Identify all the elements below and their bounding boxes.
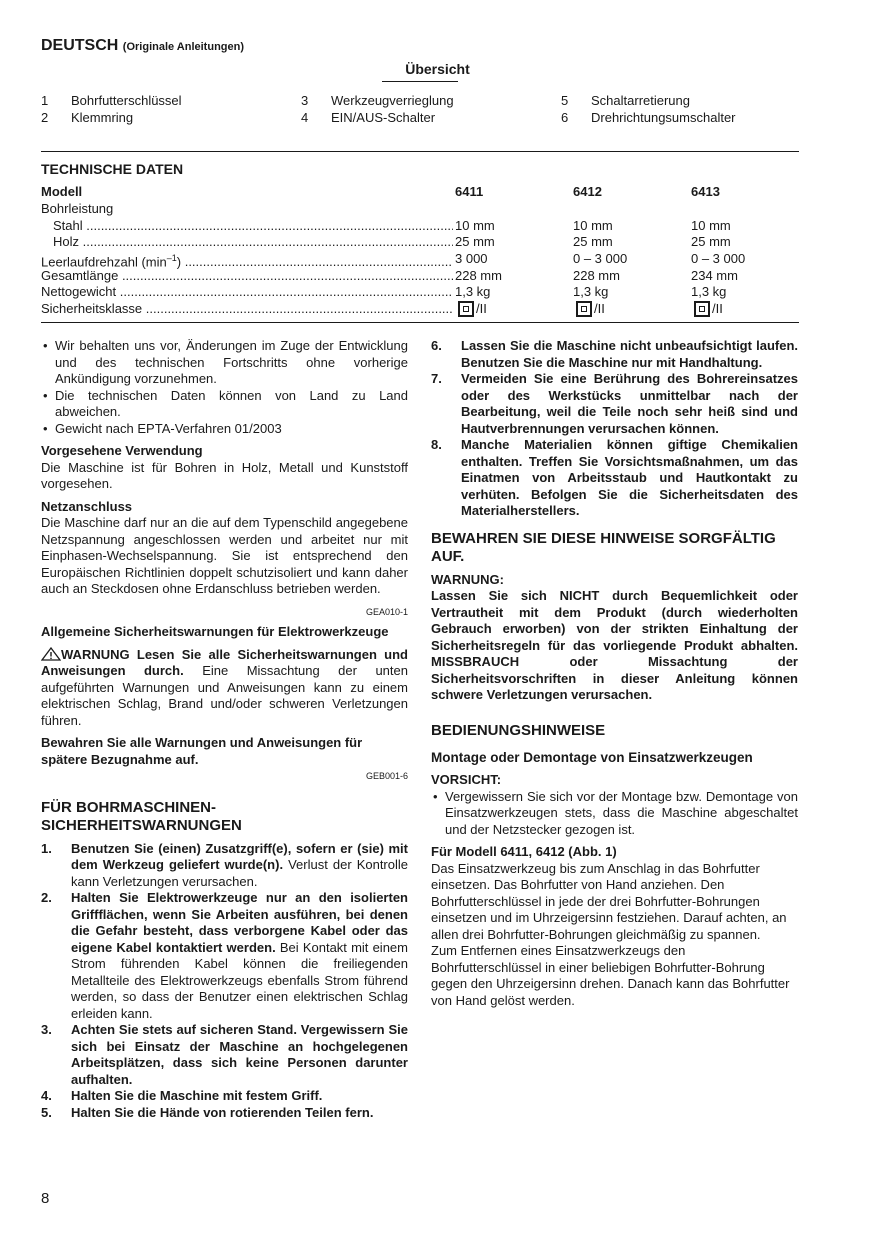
- item-number: 7.: [431, 371, 442, 386]
- note-bullet: • Wir behalten uns vor, Änderungen im Zuge der Entwicklung und des technischen Fortschritts ohne vorherige Ankündigung vorzunehmen.: [41, 338, 408, 388]
- specs-row-label: [41, 233, 453, 250]
- specs-group-label: Bohrleistung: [41, 201, 114, 216]
- specs-value: 25 mm: [691, 234, 731, 249]
- general-warning-text: Eine Missachtung der unten aufgeführten Warnungen und Anweisungen kann zu einem elektrischen Schlag, Brand und/oder schweren Verletzungen führen.: [41, 663, 408, 728]
- overview-item-number: 1: [41, 93, 49, 108]
- general-warning-bold: WARNUNG Lesen Sie alle Sicherheitswarnungen und Anweisungen durch.: [41, 646, 408, 678]
- double-insulation-icon: [458, 301, 474, 317]
- intended-use-title: Vorgesehene Verwendung: [41, 443, 203, 458]
- item-bold: Halten Sie die Maschine mit festem Griff.: [71, 1088, 323, 1103]
- specs-row-label-text: Stahl: [53, 218, 83, 233]
- overview-item-number: 2: [41, 110, 49, 125]
- overview-title: Übersicht: [405, 61, 470, 77]
- specs-row-label-end: ): [176, 254, 182, 270]
- note-bullet: • Die technischen Daten können von Land zu Land abweichen.: [41, 388, 408, 421]
- overview-item: [301, 109, 435, 126]
- model-title: Für Modell 6411, 6412 (Abb. 1): [431, 844, 617, 859]
- drill-safety-item: [431, 437, 798, 520]
- overview-item: [41, 109, 133, 126]
- drill-safety-item: [41, 1105, 408, 1122]
- item-bold: Benutzen Sie (einen) Zusatzgriff(e), sofern er (sie) mit dem Werkzeug geliefert wurde(n).: [71, 840, 408, 872]
- general-safety-title: Allgemeine Sicherheitswarnungen für Elektrowerkzeuge: [41, 624, 389, 639]
- overview-underline: [382, 81, 458, 82]
- specs-row-label: [41, 217, 453, 234]
- warning-label: WARNUNG:: [431, 571, 504, 587]
- specs-value: 10 mm: [691, 218, 731, 233]
- warning-text: Lassen Sie sich NICHT durch Bequemlichkeit oder Vertrautheit mit dem Produkt (durch wiederholten Gebrauch erworben) von der strikten Einhaltung der Sicherheitsregeln für das vorliegende Produkt abhalten. MISSBRAUCH oder Missachtung der Sicherheitsvorschriften in dieser Anleitung können schwere Verletzungen verursachen.: [431, 588, 798, 702]
- power-supply-title: Netzanschluss: [41, 498, 133, 514]
- language-label: DEUTSCH: [41, 37, 119, 54]
- operation-title: BEDIENUNGSHINWEISE: [431, 721, 606, 739]
- specs-row: [41, 283, 801, 300]
- double-insulation-icon: [576, 301, 592, 317]
- specs-value: 234 mm: [691, 268, 738, 283]
- specs-row: [41, 233, 801, 250]
- reference-code: GEB001-6: [365, 771, 408, 781]
- specs-value: 0 – 3 000: [573, 251, 628, 266]
- caution-label: VORSICHT:: [431, 772, 502, 787]
- general-warning: [41, 647, 408, 730]
- divider: [41, 151, 799, 152]
- item-number: 6.: [431, 338, 442, 353]
- specs-model: 6411: [455, 184, 484, 199]
- specs-row-label-text: Holz: [53, 234, 80, 249]
- instruction-paragraph: Das Einsatzwerkzeug bis zum Anschlag in das Bohrfutter einsetzen. Das Bohrfutter von Hand anziehen. Den Bohrfutterschlüssel in jede der drei Bohrfutter-Bohrungen einsetzen und im Uhrzeigersinn festziehen. Darauf achten, an allen drei Bohrfutter-Bohrungen gleichmäßig zu spannen.: [431, 860, 787, 942]
- safety-class: [691, 300, 723, 317]
- double-insulation-icon: [694, 301, 710, 317]
- overview-item-label: Bohrfutterschlüssel: [71, 93, 182, 108]
- overview-item: [41, 92, 182, 109]
- specs-model-label: Modell: [41, 184, 83, 199]
- specs-row-label: [41, 267, 453, 284]
- specs-row-label-text: Nettogewicht: [41, 284, 117, 299]
- overview-item-number: 5: [561, 93, 569, 108]
- drill-safety-item: [431, 338, 798, 371]
- left-column: [41, 338, 408, 1121]
- specs-row: [41, 267, 801, 284]
- specs-group-row: [41, 200, 801, 217]
- divider: [41, 322, 799, 323]
- specs-value: 228 mm: [573, 268, 620, 283]
- overview-item-label: Werkzeugverrieglung: [331, 93, 454, 108]
- specs-row-label-text: Gesamtlänge: [41, 268, 119, 283]
- overview-item: [301, 92, 454, 109]
- specs-title: TECHNISCHE DATEN: [41, 161, 184, 177]
- specs-value: 25 mm: [455, 234, 495, 249]
- language-heading: [41, 37, 244, 55]
- language-subtitle: (Originale Anleitungen): [122, 41, 245, 53]
- overview-item-number: 3: [301, 93, 309, 108]
- specs-value: 10 mm: [573, 218, 613, 233]
- intended-use-text: Die Maschine ist für Bohren in Holz, Metall und Kunststoff vorgesehen.: [41, 459, 408, 491]
- keep-instructions-text: Bewahren Sie alle Warnungen und Anweisungen für spätere Bezugnahme auf.: [41, 735, 363, 767]
- specs-value: 3 000: [455, 251, 488, 266]
- specs-value: 1,3 kg: [573, 284, 609, 299]
- specs-value: 0 – 3 000: [691, 251, 746, 266]
- mounting-title: Montage oder Demontage von Einsatzwerkzeugen: [431, 749, 753, 765]
- specs-row-label-text: Sicherheitsklasse: [41, 301, 143, 316]
- drill-safety-item: [41, 841, 408, 891]
- safety-class: [455, 300, 487, 317]
- specs-model: 6412: [573, 184, 602, 199]
- item-text: Verlust der Kontrolle kann Verletzungen verursachen.: [71, 857, 408, 889]
- keep-instructions-title: BEWAHREN SIE DIESE HINWEISE SORGFÄLTIG AUF.: [431, 529, 776, 565]
- specs-value: 25 mm: [573, 234, 613, 249]
- specs-value: 10 mm: [455, 218, 495, 233]
- specs-value: 228 mm: [455, 268, 502, 283]
- specs-row: [41, 250, 801, 270]
- specs-row: [41, 217, 801, 234]
- item-bold: Halten Sie Elektrowerkzeuge nur an den isolierten Griffflächen, wenn Sie Arbeiten ausführen, bei denen die Gefahr besteht, dass verborgene Kabel oder das eigene Kabel kontaktiert werden.: [71, 890, 408, 955]
- item-bold: Achten Sie stets auf sicheren Stand. Vergewissern Sie sich bei Einsatz der Maschine an hochgelegenen Arbeitsplätzen, dass sich keine Personen darunter aufhalten.: [71, 1022, 408, 1087]
- specs-header-row: [41, 183, 801, 200]
- specs-row-label: [41, 283, 453, 300]
- item-number: 5.: [41, 1104, 52, 1120]
- specs-value: /II: [476, 301, 487, 316]
- drill-safety-item: [41, 1022, 408, 1088]
- specs-row-label-text: Leerlaufdrehzahl (min: [41, 254, 167, 270]
- note-bullet: • Gewicht nach EPTA-Verfahren 01/2003: [41, 421, 408, 438]
- specs-value: 1,3 kg: [455, 284, 491, 299]
- overview-item-label: Schaltarretierung: [591, 93, 690, 108]
- specs-value: 1,3 kg: [691, 284, 727, 299]
- item-text: Bei Kontakt mit einem Strom führenden Kabel können die freiliegenden Metallteile des Elektrowerkzeugs ebenfalls Strom führend werden, so dass der Benutzer einen elektrischen Schlag erleiden kann.: [71, 939, 408, 1021]
- overview-item-label: EIN/AUS-Schalter: [331, 110, 436, 125]
- overview-item: [561, 92, 690, 109]
- item-number: 1.: [41, 840, 52, 856]
- specs-row-label-sup: –1: [166, 253, 177, 263]
- specs-row-label: [41, 300, 453, 317]
- specs-model: 6413: [691, 184, 720, 199]
- specs-value: /II: [712, 301, 723, 316]
- item-bold: Manche Materialien können giftige Chemikalien enthalten. Treffen Sie Vorsichtsmaßnahmen, um das Einatmen von Arbeitsstaub und Hautkontakt zu verhüten. Befolgen Sie die Sicherheitsdaten des Materialherstellers.: [461, 437, 798, 518]
- caution-text: • Vergewissern Sie sich vor der Montage bzw. Demontage von Einsatzwerkzeugen stets, dass die Maschine abgeschaltet und der Netzstecker gezogen ist.: [431, 789, 798, 839]
- safety-class: [573, 300, 605, 317]
- item-bold: Halten Sie die Hände von rotierenden Teilen fern.: [71, 1104, 374, 1120]
- drill-safety-item: [41, 890, 408, 1022]
- specs-row: [41, 300, 801, 317]
- power-supply-text: Die Maschine darf nur an die auf dem Typenschild angegebene Netzspannung angeschlossen werden und arbeitet nur mit Einphasen-Wechselspannung. Sie ist entsprechend den Europäischen Richtlinien doppelt schutzisoliert und kann daher auch an Steckdosen ohne Erdanschluss betrieben werden.: [41, 515, 408, 596]
- instruction-paragraph: Zum Entfernen eines Einsatzwerkzeugs den Bohrfutterschlüssel in einer beliebigen Bohrfutter-Bohrung gegen den Uhrzeigersinn drehen. Danach kann das Bohrfutter von Hand gelöst werden.: [431, 943, 790, 1008]
- page-number: 8: [41, 1190, 50, 1207]
- drill-safety-title: FÜR BOHRMASCHINEN-SICHERHEITSWARNUNGEN: [41, 798, 242, 834]
- item-number: 2.: [41, 890, 52, 905]
- overview-item-number: 4: [301, 110, 309, 125]
- item-number: 8.: [431, 437, 442, 452]
- overview-item-label: Klemmring: [71, 110, 134, 125]
- right-column: [431, 338, 798, 1009]
- item-bold: Lassen Sie die Maschine nicht unbeaufsichtigt laufen. Benutzen Sie die Maschine nur mit Handhaltung.: [461, 338, 798, 370]
- item-bold: Vermeiden Sie eine Berührung des Bohrereinsatzes oder des Werkstücks unmittelbar nach der Bearbeitung, weil die Teile noch sehr heiß sind und Hautverbrennungen verursachen können.: [461, 371, 798, 436]
- overview-item-number: 6: [561, 110, 569, 125]
- drill-safety-item: [431, 371, 798, 437]
- item-number: 3.: [41, 1022, 52, 1037]
- overview-item-label: Drehrichtungsumschalter: [591, 110, 736, 125]
- reference-code: GEA010-1: [365, 606, 408, 617]
- item-number: 4.: [41, 1088, 52, 1103]
- specs-value: /II: [594, 301, 605, 316]
- overview-item: [561, 109, 736, 126]
- drill-safety-item: [41, 1088, 408, 1105]
- warning-triangle-icon: [41, 647, 61, 661]
